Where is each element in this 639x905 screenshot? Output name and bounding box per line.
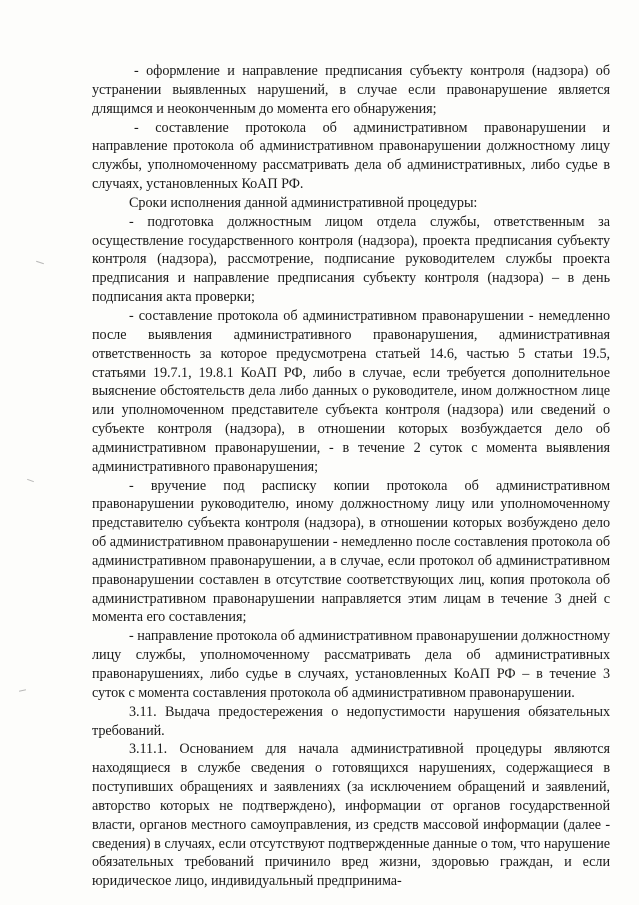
paragraph-deadline-delivery: - вручение под расписку копии протокола об административном правонарушении руководителю, иному должностному лицу или уполномоченному представителю субъекта контроля (надзора), в отношении которых возбуждено дело об административном правонарушении - немедленно после составления протокола об административном правонарушении, а в случае, если протокол об административном правонарушении составлен в отсутствие соответствующих лиц, копия протокола об административном правонарушении направляется этим лицам в течение 3 дней с момента его составления; (92, 477, 610, 626)
paragraph-deadline-protocol: - составление протокола об административном правонарушении - немедленно после выявления административного правонарушения, административная ответственность за которое предусмотрена статьей 14.6, частью 5 статьи 19.5, статьями 19.7.1, 19.8.1 КоАП РФ, либо в случае, если требуется дополнительное выяснение обстоятельств дела либо данных о руководителе, ином должностном лице или уполномоченном представителе субъекта контроля (надзора) или сведений о субъекте контроля (надзора), в отношении которых возбуждается дело об административном правонарушении, - в течение 2 суток с момента выявления административного правонарушения; (92, 307, 610, 475)
paragraph-prescription: - оформление и направление предписания субъекту контроля (надзора) об устранении выявленных нарушений, в случае если правонарушение является длящимся и неоконченным до момента его обнаружения; (92, 63, 610, 117)
paragraph-deadline-prescription: - подготовка должностным лицом отдела службы, ответственным за осуществление государственного контроля (надзора), проекта предписания субъекту контроля (надзора), рассмотрение, подписание руководителем службы проекта предписания и направление предписания субъекту контроля (надзора) – в день подписания акта проверки; (92, 213, 610, 306)
scan-mark (27, 479, 34, 482)
paragraph-deadlines-heading: Сроки исполнения данной административной процедуры: (129, 194, 478, 211)
section-heading-3-11: 3.11. Выдача предостережения о недопустимости нарушения обязательных требований. (92, 703, 610, 739)
document-page (92, 62, 610, 891)
paragraph-deadline-forwarding: - направление протокола об административном правонарушении должностному лицу службы, уполномоченному рассматривать дела об административных правонарушениях, либо судье в случаях, установленных КоАП РФ – в течение 3 суток с момента составления протокола об административном правонарушении. (92, 628, 610, 701)
paragraph-protocol: - составление протокола об административном правонарушении и направление протокола об административном правонарушении должностному лицу службы, уполномоченному рассматривать дела об административных, либо судье в случаях, установленных КоАП РФ. (92, 119, 610, 193)
scan-mark (36, 261, 44, 264)
paragraph-3-11-1: 3.11.1. Основанием для начала административной процедуры являются находящиеся в службе сведения о готовящихся нарушениях, содержащиеся в поступивших обращениях и заявлениях (за исключением обращений и заявлений, авторство которых не подтверждено), информации от органов государственной власти, органов местного самоуправления, из средств массовой информации (далее - сведения) в случаях, если отсутствуют подтвержденные данные о том, что нарушение обязательных требований причинило вред жизни, здоровью граждан, и если юридическое лицо, индивидуальный предпринима- (92, 741, 610, 890)
scan-mark (19, 689, 26, 691)
